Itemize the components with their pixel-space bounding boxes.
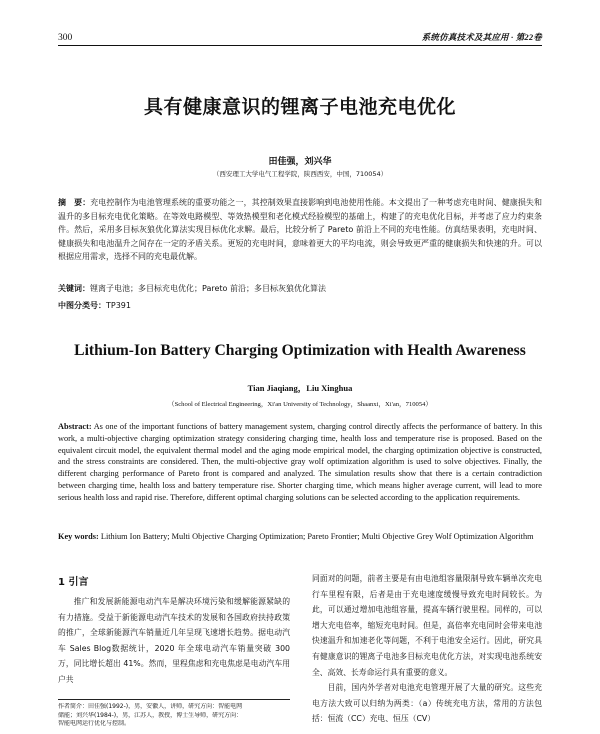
chinese-abstract-label: 摘 要： (58, 198, 91, 207)
english-abstract-text: As one of the important functions of battery management system, charging control directly affects the performance of battery. In this work, a multi-objective charging optimization strategy considering charging time, health loss and temperature rise is proposed. Based on the equivalent circuit model, the equivalent thermal model and the aging mode empirical model, the charging optimization objective is constructed, and the stress constraints are considered. Then, the multi-objective gray wolf optimization algorithm is used to solve objectives. Finally, the different charging performance of Pareto front is compared and analyzed. The simulation results show that there is a certain contradiction between charging time, health loss and battery temperature rise. Shorter charging time, which means higher average current, will lead to more serious health loss and rapid rise. Therefore, different optimal charging solutions can be selected according to the application requirements. (58, 422, 542, 502)
english-keywords-text: Lithium Ion Battery; Multi Objective Charging Optimization; Pareto Frontier; Multi Objective Grey Wolf Optimization Algorithm (100, 532, 534, 541)
chinese-abstract-text: 充电控制作为电池管理系统的重要功能之一，其控制效果直接影响到电池使用性能。本文提出了一种考虑充电时间、健康损失和温升的多目标充电优化策略。在等效电路模型、等效热模型和老化模式经验模型的基础上，构建了的充电优化目标，并考虑了应力约束条件。然后，采用多目标灰狼优化算法实现目标优化求解。最后，比较分析了 Pareto 前沿上不同的充电性能。仿真结果表明，充电时间、健康损失和电池温升之间存在一定的矛盾关系。更短的充电时间，意味着更大的平均电流，则会导致更严重的健康损失和快速的升。可以根据应用需求，选择不同的充电最优解。 (58, 198, 543, 262)
chinese-keywords-label: 关键词： (58, 284, 90, 293)
english-title: Lithium-Ion Battery Charging Optimization with Health Awareness (74, 342, 526, 359)
chinese-keywords-text: 锂离子电池；多目标充电优化；Pareto 前沿；多目标灰狼优化算法 (90, 284, 326, 293)
intro-paragraph-2: 目前，国内外学者对电池充电管理开展了大量的研究。这些充电方法大致可以归纳为两类：（a）传统充电方法，常用的方法包括：恒流（CC）充电、恒压（CV） (312, 683, 542, 724)
chinese-keywords (58, 282, 542, 296)
right-column (312, 571, 542, 727)
chinese-abstract (58, 196, 542, 264)
author-footnote (58, 703, 290, 729)
chinese-authors: 田佳强，刘兴华 (268, 157, 332, 167)
running-header (58, 31, 542, 43)
english-abstract (58, 421, 542, 504)
section-heading-introduction: 1 引言 (58, 577, 89, 588)
intro-paragraph-1: 推广和发展新能源电动汽车是解决环境污染和缓解能源紧缺的有力措施。受益于新能源电动汽车技术的发展和各国政府扶持政策的推广，全球新能源汽车销量近几年呈现飞速增长趋势。据电动汽车 Sales Blog数据统计，2020 年全球电动汽车销量突破 300 万，同比增长超出 41%。然而，里程焦虑和充电焦虑是电动汽车用户共 (58, 597, 290, 684)
intro-paragraph-1-continued: 同面对的问题，前者主要是有由电池组容量限制导致车辆单次充电行车里程有限，后者是由于充电速度缓慢导致充电时间较长。为此，可以通过增加电池组容量，提高车辆行驶里程。同样的，可以增大充电倍率，缩短充电时间。但是，高倍率充电同时会带来电池快速温升和加速老化等问题，不利于电池安全运行。因此，研究具有健康意识的锂离子电池多目标充电优化方法，对实现电池系统安全、高效、长寿命运行具有重要的意义。 (312, 574, 542, 677)
english-affiliation: （School of Electrical Engineering，Xi'an University of Technology，Shaanxi，Xi'an，710054） (167, 401, 433, 408)
clc-label: 中图分类号： (58, 301, 106, 310)
page-number: 300 (58, 33, 73, 43)
english-authors: Tian Jiaqiang，Liu Xinghua (247, 383, 353, 393)
header-rule (58, 45, 542, 46)
journal-name: 系统仿真技术及其应用 · 第22卷 (421, 32, 542, 42)
left-column (58, 594, 290, 688)
clc-number (58, 300, 542, 311)
clc-value: TP391 (106, 301, 131, 310)
english-abstract-label: Abstract: (58, 422, 92, 431)
footnote-line: 智能电网运行优化与控制。 (58, 720, 131, 727)
footnote-line: 储能；刘兴华(1984-)，男，江苏人，教授，博士生导师，研究方向： (58, 711, 243, 719)
chinese-title: 具有健康意识的锂离子电池充电优化 (143, 96, 456, 118)
footnote-line: 作者简介：田佳强(1992-)，男，安徽人，讲师，研究方向：智能电网 (58, 703, 243, 710)
english-keywords-label: Key words: (58, 532, 99, 541)
footnote-rule (58, 699, 290, 700)
chinese-affiliation: （西安理工大学电气工程学院，陕西西安，中国，710054） (212, 170, 388, 178)
english-keywords (58, 531, 542, 543)
